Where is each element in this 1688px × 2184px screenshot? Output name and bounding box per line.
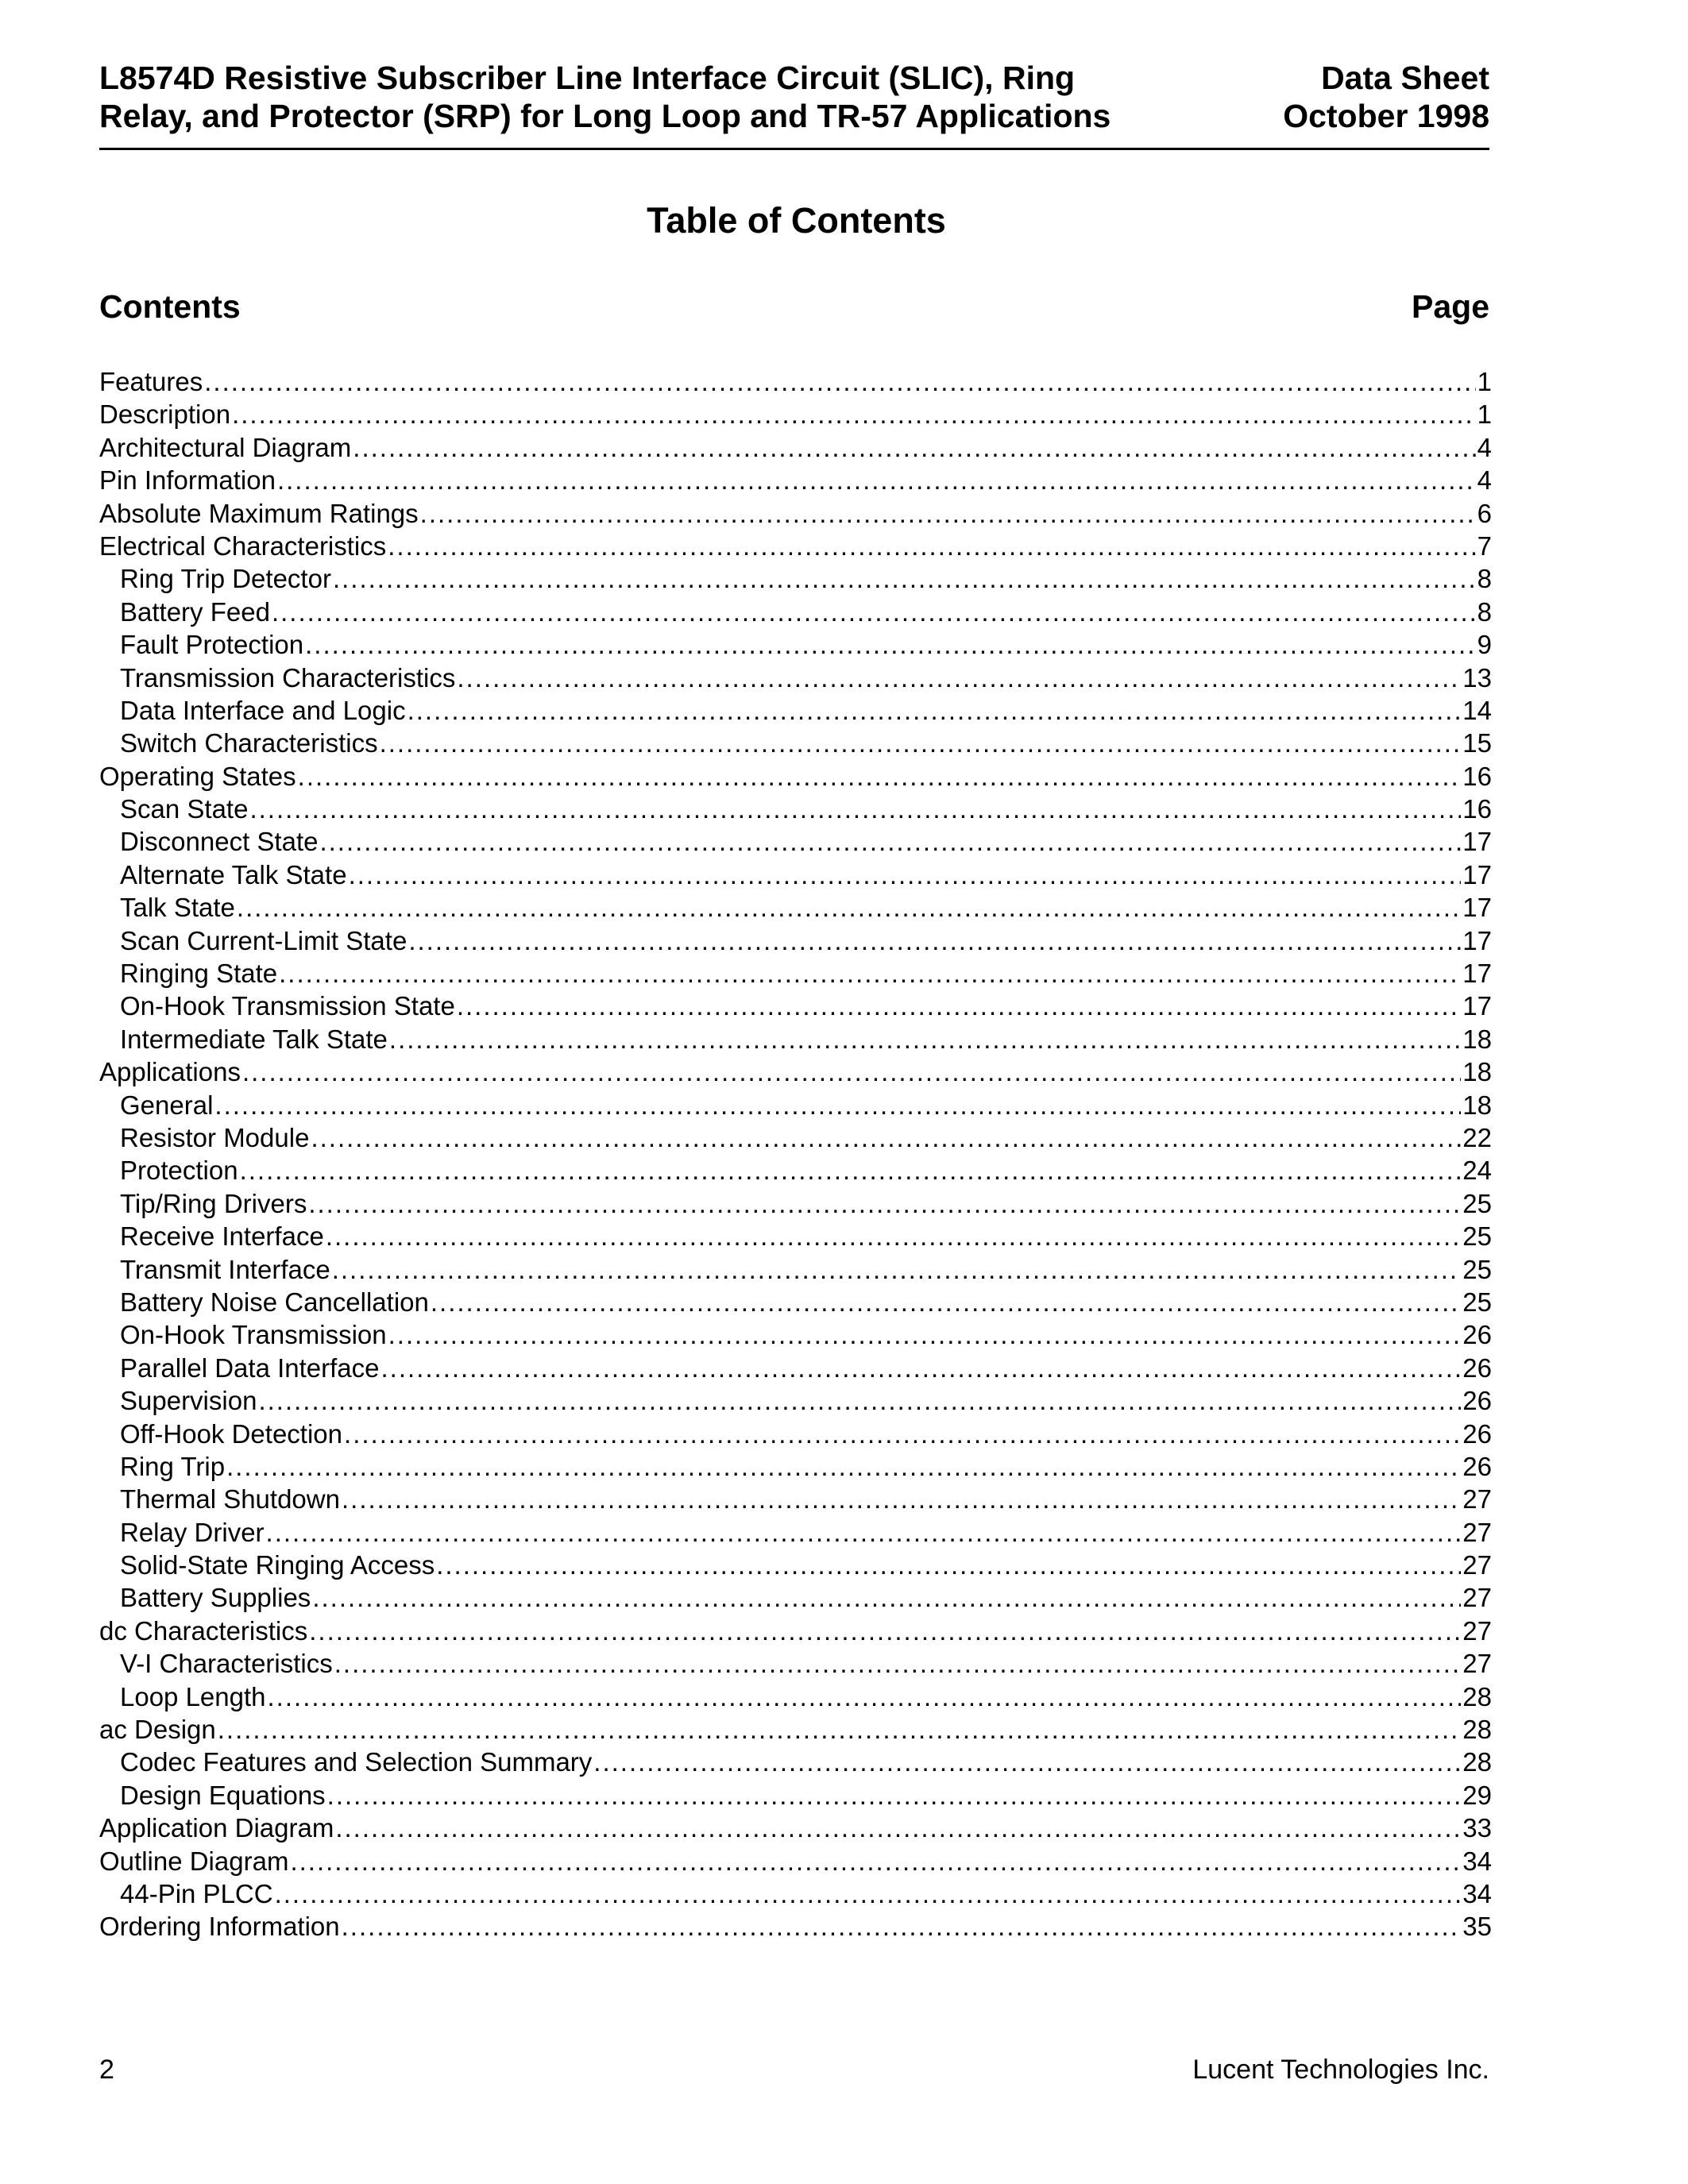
- toc-entry-label: Ringing State: [120, 959, 278, 989]
- toc-dot-leader: [335, 1812, 1461, 1844]
- toc-entry[interactable]: [99, 1023, 1492, 1055]
- toc-entry-label: Receive Interface: [120, 1221, 324, 1252]
- toc-dot-leader: [388, 1318, 1462, 1351]
- toc-dot-leader: [272, 596, 1476, 628]
- toc-entry[interactable]: [99, 1352, 1492, 1384]
- toc-entry-page: 17: [1462, 925, 1492, 955]
- toc-entry[interactable]: [99, 891, 1492, 924]
- toc-dot-leader: [242, 1055, 1461, 1088]
- toc-dot-leader: [380, 727, 1462, 759]
- toc-entry[interactable]: [99, 1812, 1492, 1844]
- toc-entry[interactable]: [99, 1450, 1492, 1483]
- toc-entry[interactable]: [99, 1154, 1492, 1187]
- toc-entry-page: 8: [1477, 596, 1492, 627]
- toc-entry-page: 18: [1462, 1024, 1492, 1054]
- header-title-line-1: L8574D Resistive Subscriber Line Interface Circuit (SLIC), Ring: [99, 60, 1076, 96]
- toc-entry-label: Off-Hook Detection: [120, 1418, 343, 1449]
- toc-entry[interactable]: [99, 1581, 1492, 1614]
- toc-entry[interactable]: [99, 1418, 1492, 1450]
- toc-dot-leader: [353, 431, 1475, 464]
- toc-dot-leader: [436, 1549, 1461, 1581]
- toc-entry-page: 25: [1462, 1188, 1492, 1218]
- toc-entry-label: Loop Length: [120, 1681, 266, 1711]
- toc-dot-leader: [240, 1154, 1462, 1187]
- header-meta: [1219, 59, 1489, 135]
- header-title-line-2: Relay, and Protector (SRP) for Long Loop and TR-57 Applications: [99, 98, 1111, 134]
- toc-title: Table of Contents: [647, 200, 946, 241]
- toc-entry-page: 18: [1462, 1090, 1492, 1120]
- toc-entry-label: Alternate Talk State: [120, 859, 347, 889]
- toc-entry-label: Pin Information: [99, 465, 276, 496]
- toc-entry[interactable]: [99, 1615, 1492, 1647]
- toc-entry-label: Description: [99, 399, 231, 430]
- toc-entry[interactable]: [99, 497, 1492, 530]
- toc-entry[interactable]: [99, 924, 1492, 957]
- toc-entry[interactable]: [99, 1220, 1492, 1252]
- toc-entry-label: Disconnect State: [120, 827, 319, 857]
- toc-entry-page: 26: [1462, 1320, 1492, 1350]
- toc-entry-label: 44-Pin PLCC: [120, 1878, 273, 1908]
- toc-entry-page: 24: [1462, 1156, 1492, 1186]
- toc-dot-leader: [268, 1680, 1462, 1713]
- toc-dot-leader: [204, 365, 1475, 398]
- toc-entry-label: Ring Trip: [120, 1451, 226, 1481]
- toc-entry[interactable]: [99, 1483, 1492, 1515]
- toc-dot-leader: [311, 1121, 1461, 1154]
- toc-entry[interactable]: [99, 1779, 1492, 1812]
- toc-dot-leader: [344, 1418, 1461, 1450]
- toc-entry[interactable]: [99, 1253, 1492, 1286]
- toc-entry-label: Transmit Interface: [120, 1254, 330, 1284]
- toc-entry[interactable]: [99, 662, 1492, 694]
- toc-dot-leader: [249, 793, 1461, 825]
- toc-dot-leader: [266, 1516, 1462, 1549]
- toc-entry[interactable]: [99, 1877, 1492, 1910]
- toc-entry-page: 35: [1462, 1912, 1492, 1942]
- toc-entry[interactable]: [99, 727, 1492, 759]
- toc-entry-page: 34: [1462, 1846, 1492, 1876]
- toc-entry-label: Operating States: [99, 761, 296, 791]
- toc-entry-page: 27: [1462, 1583, 1492, 1613]
- toc-entry-label: Architectural Diagram: [99, 432, 352, 462]
- toc-dot-leader: [218, 1713, 1462, 1746]
- toc-entry[interactable]: [99, 398, 1492, 430]
- toc-entry-label: Ordering Information: [99, 1912, 340, 1942]
- toc-entry[interactable]: [99, 1680, 1492, 1713]
- toc-entry[interactable]: [99, 431, 1492, 464]
- toc-entry-label: Tip/Ring Drivers: [120, 1188, 307, 1218]
- toc-entry-page: 17: [1462, 959, 1492, 989]
- toc-dot-leader: [305, 628, 1476, 661]
- toc-entry-page: 4: [1477, 465, 1492, 496]
- toc-entry[interactable]: [99, 1089, 1492, 1121]
- toc-dot-leader: [389, 1023, 1461, 1055]
- toc-entry-label: Talk State: [120, 893, 235, 923]
- toc-entry-label: V-I Characteristics: [120, 1649, 333, 1679]
- toc-entry[interactable]: [99, 694, 1492, 727]
- toc-entry-label: Fault Protection: [120, 630, 304, 660]
- toc-entry-page: 17: [1462, 991, 1492, 1021]
- toc-entry-label: On-Hook Transmission: [120, 1320, 387, 1350]
- toc-dot-leader: [327, 1779, 1462, 1812]
- toc-entry-page: 1: [1477, 367, 1492, 396]
- toc-entry-label: dc Characteristics: [99, 1615, 308, 1646]
- toc-entry-label: Scan State: [120, 794, 249, 824]
- toc-entry-label: Battery Supplies: [120, 1583, 311, 1613]
- toc-entry[interactable]: [99, 1549, 1492, 1581]
- toc-dot-leader: [388, 530, 1475, 562]
- toc-entry[interactable]: [99, 1713, 1492, 1746]
- page-header: [99, 59, 1489, 150]
- toc-entry[interactable]: [99, 1121, 1492, 1154]
- toc-entry-page: 28: [1462, 1747, 1492, 1777]
- toc-entry-label: Features: [99, 367, 203, 396]
- toc-dot-leader: [431, 1286, 1461, 1318]
- toc-entry-label: Absolute Maximum Ratings: [99, 498, 419, 528]
- toc-entry-label: Switch Characteristics: [120, 728, 378, 758]
- toc-entry-page: 4: [1477, 432, 1492, 462]
- toc-entry[interactable]: [99, 1910, 1492, 1943]
- toc-entry-page: 17: [1462, 827, 1492, 857]
- footer-page-number: 2: [99, 2055, 114, 2085]
- toc-entry[interactable]: [99, 1384, 1492, 1417]
- toc-entry-label: Parallel Data Interface: [120, 1352, 380, 1383]
- toc-dot-leader: [334, 1647, 1462, 1680]
- toc-dot-leader: [408, 694, 1462, 727]
- toc-entry-page: 8: [1477, 564, 1492, 594]
- toc-entry-page: 29: [1462, 1780, 1492, 1810]
- toc-entry-page: 25: [1462, 1254, 1492, 1284]
- toc-entry-page: 26: [1462, 1386, 1492, 1416]
- toc-page-heading: Page: [1412, 288, 1489, 325]
- toc-entry[interactable]: [99, 1055, 1492, 1088]
- toc-entry-page: 15: [1462, 728, 1492, 758]
- toc-entry-label: Protection: [120, 1156, 238, 1186]
- header-doc-type: Data Sheet: [1321, 60, 1489, 96]
- toc-dot-leader: [258, 1384, 1461, 1417]
- toc-dot-leader: [342, 1910, 1462, 1943]
- toc-entry[interactable]: [99, 1318, 1492, 1351]
- toc-entry-page: 14: [1462, 695, 1492, 725]
- toc-entry-label: Intermediate Talk State: [120, 1024, 388, 1054]
- toc-entry-label: Data Interface and Logic: [120, 695, 406, 725]
- toc-entry[interactable]: [99, 464, 1492, 496]
- toc-dot-leader: [381, 1352, 1462, 1384]
- toc-entry-label: ac Design: [99, 1715, 216, 1745]
- toc-dot-leader: [408, 924, 1461, 957]
- toc-entry-page: 27: [1462, 1484, 1492, 1515]
- toc-entry[interactable]: [99, 1647, 1492, 1680]
- toc-contents-heading: Contents: [99, 288, 241, 325]
- toc-entry[interactable]: [99, 1746, 1492, 1778]
- toc-dot-leader: [237, 891, 1461, 924]
- toc-entry-label: Applications: [99, 1057, 241, 1087]
- toc-entry[interactable]: [99, 1286, 1492, 1318]
- header-title: [99, 59, 1211, 135]
- toc-dot-leader: [275, 1877, 1462, 1910]
- toc-entry-page: 26: [1462, 1352, 1492, 1383]
- toc-entry-label: Scan Current-Limit State: [120, 925, 408, 955]
- toc-dot-leader: [312, 1581, 1461, 1614]
- toc-entry[interactable]: [99, 1187, 1492, 1220]
- footer-company: Lucent Technologies Inc.: [1192, 2055, 1489, 2085]
- toc-entry-page: 27: [1462, 1550, 1492, 1580]
- toc-dot-leader: [342, 1483, 1461, 1515]
- toc-entry-label: Supervision: [120, 1386, 257, 1416]
- toc-dot-leader: [298, 760, 1462, 793]
- toc-entry-label: Transmission Characteristics: [120, 662, 456, 693]
- toc-entry-label: Resistor Module: [120, 1122, 310, 1152]
- toc-entry-page: 1: [1477, 399, 1492, 430]
- toc-entry[interactable]: [99, 825, 1492, 858]
- toc-entry-page: 16: [1462, 794, 1492, 824]
- toc-entry[interactable]: [99, 957, 1492, 990]
- toc-entry[interactable]: [99, 1516, 1492, 1549]
- toc-entry-page: 26: [1462, 1418, 1492, 1449]
- toc-entry-label: Ring Trip Detector: [120, 564, 331, 594]
- toc-entry[interactable]: [99, 596, 1492, 628]
- toc-entry[interactable]: [99, 530, 1492, 562]
- toc-entry-label: Outline Diagram: [99, 1846, 289, 1876]
- toc-entry[interactable]: [99, 1845, 1492, 1877]
- toc-entry-label: Relay Driver: [120, 1517, 265, 1547]
- toc-entry-label: On-Hook Transmission State: [120, 991, 455, 1021]
- toc-dot-leader: [214, 1089, 1461, 1121]
- toc-entry[interactable]: [99, 365, 1492, 398]
- toc-entry-page: 17: [1462, 859, 1492, 889]
- toc-list: [99, 365, 1492, 1943]
- toc-entry-label: Application Diagram: [99, 1813, 334, 1843]
- toc-entry-label: Electrical Characteristics: [99, 531, 387, 561]
- toc-dot-leader: [420, 497, 1476, 530]
- toc-entry-page: 25: [1462, 1221, 1492, 1252]
- toc-entry-page: 27: [1462, 1649, 1492, 1679]
- toc-entry[interactable]: [99, 562, 1492, 595]
- toc-dot-leader: [232, 398, 1476, 430]
- toc-entry[interactable]: [99, 628, 1492, 661]
- toc-dot-leader: [333, 562, 1476, 595]
- toc-dot-leader: [326, 1220, 1461, 1252]
- toc-entry-page: 13: [1462, 662, 1492, 693]
- toc-entry-page: 28: [1462, 1715, 1492, 1745]
- toc-entry-label: Codec Features and Selection Summary: [120, 1747, 593, 1777]
- toc-dot-leader: [319, 825, 1461, 858]
- toc-entry-page: 26: [1462, 1451, 1492, 1481]
- toc-entry-label: Battery Noise Cancellation: [120, 1287, 429, 1317]
- toc-entry-page: 33: [1462, 1813, 1492, 1843]
- toc-entry-page: 27: [1462, 1517, 1492, 1547]
- toc-dot-leader: [279, 957, 1461, 990]
- toc-entry-page: 18: [1462, 1057, 1492, 1087]
- toc-entry-page: 17: [1462, 893, 1492, 923]
- header-date: October 1998: [1283, 98, 1489, 134]
- toc-entry-page: 27: [1462, 1615, 1492, 1646]
- toc-dot-leader: [308, 1187, 1461, 1220]
- toc-entry-page: 6: [1477, 498, 1492, 528]
- toc-entry-label: Design Equations: [120, 1780, 326, 1810]
- toc-dot-leader: [593, 1746, 1461, 1778]
- toc-dot-leader: [226, 1450, 1461, 1483]
- toc-column-headings: [99, 284, 1489, 329]
- toc-entry-page: 22: [1462, 1122, 1492, 1152]
- toc-dot-leader: [290, 1845, 1461, 1877]
- toc-entry-label: Solid-State Ringing Access: [120, 1550, 435, 1580]
- toc-entry-page: 16: [1462, 761, 1492, 791]
- toc-entry[interactable]: [99, 793, 1492, 825]
- toc-dot-leader: [457, 662, 1461, 694]
- toc-dot-leader: [309, 1615, 1461, 1647]
- toc-entry-label: General: [120, 1090, 214, 1120]
- toc-entry-label: Thermal Shutdown: [120, 1484, 340, 1515]
- toc-entry-page: 28: [1462, 1681, 1492, 1711]
- toc-entry[interactable]: [99, 760, 1492, 793]
- toc-entry-page: 34: [1462, 1878, 1492, 1908]
- toc-entry-page: 9: [1477, 630, 1492, 660]
- toc-dot-leader: [332, 1253, 1462, 1286]
- toc-entry[interactable]: [99, 859, 1492, 891]
- toc-dot-leader: [349, 859, 1462, 891]
- toc-dot-leader: [277, 464, 1476, 496]
- toc-dot-leader: [457, 990, 1461, 1022]
- toc-entry-page: 25: [1462, 1287, 1492, 1317]
- toc-entry-label: Battery Feed: [120, 596, 270, 627]
- toc-entry[interactable]: [99, 990, 1492, 1022]
- toc-entry-page: 7: [1477, 531, 1492, 561]
